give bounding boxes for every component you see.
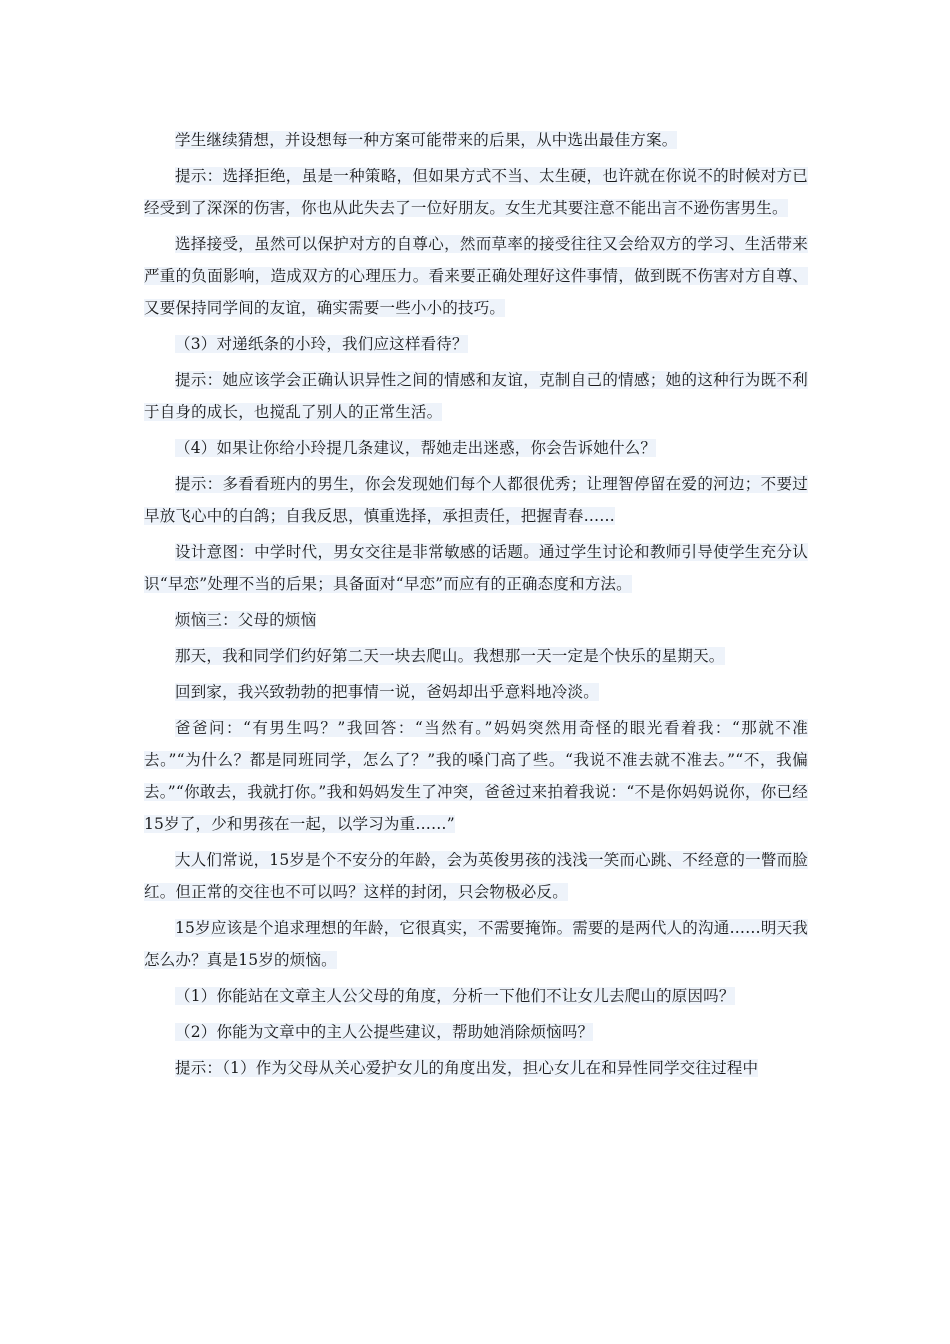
paragraph	[144, 844, 808, 908]
paragraph	[144, 980, 808, 1012]
paragraph-text: （3）对递纸条的小玲，我们应这样看待？	[175, 335, 468, 353]
paragraph-text: 提示：多看看班内的男生，你会发现她们每个人都很优秀；让理智停留在爱的河边；不要过早放飞心中的白鸽；自我反思，慎重选择，承担责任，把握青春……	[144, 475, 808, 525]
paragraph-text: 选择接受，虽然可以保护对方的自尊心，然而草率的接受往往又会给双方的学习、生活带来严重的负面影响，造成双方的心理压力。看来要正确处理好这件事情，做到既不伤害对方自尊、又要保持同学间的友谊，确实需要一些小小的技巧。	[144, 235, 808, 317]
paragraph	[144, 640, 808, 672]
paragraph	[144, 228, 808, 324]
document-body	[144, 124, 808, 1088]
paragraph	[144, 468, 808, 532]
paragraph-text: （2）你能为文章中的主人公提些建议，帮助她消除烦恼吗？	[175, 1023, 594, 1041]
paragraph-text: 设计意图：中学时代，男女交往是非常敏感的话题。通过学生讨论和教师引导使学生充分认识“早恋”处理不当的后果；具备面对“早恋”而应有的正确态度和方法。	[144, 543, 808, 593]
paragraph-text: （1）你能站在文章主人公父母的角度，分析一下他们不让女儿去爬山的原因吗？	[175, 987, 735, 1005]
paragraph-text: 大人们常说，15岁是个不安分的年龄，会为英俊男孩的浅浅一笑而心跳、不经意的一瞥而脸红。但正常的交往也不可以吗？这样的封闭，只会物极必反。	[144, 851, 808, 901]
paragraph-text: 提示：她应该学会正确认识异性之间的情感和友谊，克制自己的情感；她的这种行为既不利于自身的成长，也搅乱了别人的正常生活。	[144, 371, 808, 421]
paragraph	[144, 536, 808, 600]
paragraph-text: 提示：选择拒绝，虽是一种策略，但如果方式不当、太生硬，也许就在你说不的时候对方已经受到了深深的伤害，你也从此失去了一位好朋友。女生尤其要注意不能出言不逊伤害男生。	[144, 167, 808, 217]
paragraph-text: 15岁应该是个追求理想的年龄，它很真实，不需要掩饰。需要的是两代人的沟通……明天我怎么办？真是15岁的烦恼。	[144, 919, 808, 969]
paragraph	[144, 712, 808, 840]
paragraph-text: 学生继续猜想，并设想每一种方案可能带来的后果，从中选出最佳方案。	[175, 131, 678, 149]
paragraph	[144, 432, 808, 464]
paragraph	[144, 1016, 808, 1048]
paragraph-text: 回到家，我兴致勃勃的把事情一说，爸妈却出乎意料地冷淡。	[175, 683, 599, 701]
paragraph	[144, 1052, 808, 1084]
paragraph-text: 提示：（1）作为父母从关心爱护女儿的角度出发，担心女儿在和异性同学交往过程中	[175, 1059, 759, 1077]
paragraph	[144, 124, 808, 156]
paragraph	[144, 676, 808, 708]
paragraph-text: 爸爸问：“有男生吗？”我回答：“当然有。”妈妈突然用奇怪的眼光看着我：“那就不准去。”“为什么？都是同班同学，怎么了？”我的嗓门高了些。“我说不准去就不准去。”“不，我偏去。”“你敢去，我就打你。”我和妈妈发生了冲突，爸爸过来拍着我说：“不是你妈妈说你，你已经15岁了，少和男孩在一起，以学习为重……”	[144, 719, 808, 833]
section-heading	[144, 604, 808, 636]
paragraph	[144, 328, 808, 360]
section-heading-text: 烦恼三：父母的烦恼	[175, 611, 317, 629]
paragraph-text: （4）如果让你给小玲提几条建议，帮她走出迷惑，你会告诉她什么？	[175, 439, 657, 457]
paragraph	[144, 160, 808, 224]
paragraph	[144, 912, 808, 976]
paragraph-text: 那天，我和同学们约好第二天一块去爬山。我想那一天一定是个快乐的星期天。	[175, 647, 725, 665]
paragraph	[144, 364, 808, 428]
